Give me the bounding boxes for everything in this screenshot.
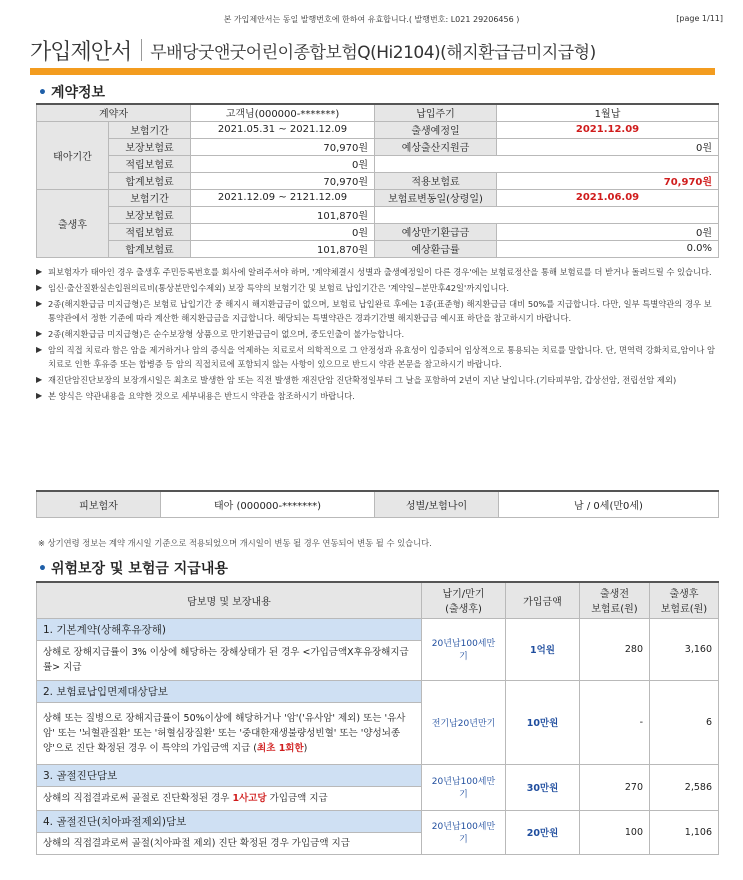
after-coverage-premium-value: 101,870원 <box>191 206 375 223</box>
after-total-premium-label: 합계보험료 <box>109 240 191 257</box>
refund-rate-value: 0.0% <box>497 240 719 257</box>
coverage-description: 상해로 장해지급률이 3% 이상에 해당하는 장해상태가 된 경우 <가입금액X후유장해지급률> 지급 <box>37 640 422 680</box>
header-amount: 가입금액 <box>506 582 580 618</box>
coverage-section-title: • 위험보장 및 보험금 지급내용 <box>38 561 228 577</box>
insured-value: 태아 (000000-*******) <box>161 491 375 517</box>
birth-support-label: 예상출산지원금 <box>375 138 497 155</box>
fetus-coverage-premium-value: 70,970원 <box>191 138 375 155</box>
note-item: ▶ 피보험자가 태아인 경우 출생후 주민등록번호를 회사에 알려주셔야 하며, '계약체결시 성별과 출생예정일이 다른 경우'에는 보험료정산을 통해 보험료를 더 받거나 돌려드릴 수 있습니다. <box>36 267 712 277</box>
coverage-amount: 1억원 <box>506 618 580 680</box>
insured-table <box>36 490 719 518</box>
coverage-title: 2. 보험료납입면제대상담보 <box>37 680 422 702</box>
fetus-saving-premium-label: 적립보험료 <box>109 155 191 172</box>
note-item: ▶ 2종(해지환급금 미지급형)은 보험료 납입기간 중 해지시 해지환급금이 없으며, 보험료 납입완료 후에는 1종(표준형) 해지환급금 대비 50%를 지급합니다. 다만, 일부 특별약관의 경우 보통약관에서 정한 기준에 따라 계산한 해지환급금을 지급합니다. 해당되는 특별약관은 경과기간별 해지환급금 예시표 하단을 참고하시기 바랍니다. <box>36 299 712 323</box>
coverage-after-premium: 6 <box>650 680 719 764</box>
triangle-bullet-icon: ▶ <box>36 267 43 276</box>
pay-cycle-label: 납입주기 <box>375 104 497 121</box>
note-item: ▶ 암의 직접 치료라 함은 암을 제거하거나 암의 증식을 억제하는 치료로서 의학적으로 그 안정성과 유효성이 입증되어 임상적으로 통용되는 치료를 말합니다. 단, 면역력 강화치료,암이나 암치료로 인한 후유증 또는 합병증 등 암의 직접치료에 포함되지 않는 사항이 있으므로 반드시 약관 본문을 참고하시기 바랍니다. <box>36 345 716 369</box>
title-divider <box>141 39 142 61</box>
coverage-description: 상해의 직접결과로써 골절(치아파절 제외) 진단 확정된 경우 가입금액 지급 <box>37 832 422 854</box>
header-after-birth: 출생후 보험료(원) <box>650 582 719 618</box>
contractor-value: 고객님(000000-*******) <box>191 104 375 121</box>
coverage-description: 상해의 직접결과로써 골절로 진단확정된 경우 1사고당 가입금액 지급 <box>37 786 422 810</box>
coverage-amount: 10만원 <box>506 680 580 764</box>
refund-rate-label: 예상환급률 <box>375 240 497 257</box>
maturity-refund-value: 0원 <box>497 223 719 240</box>
coverage-title: 4. 골절진단(치아파절제외)담보 <box>37 810 422 832</box>
document-title: 가입제안서 <box>30 39 132 65</box>
fetus-period-group-label: 태아기간 <box>37 121 109 189</box>
bullet-icon: • <box>38 85 47 101</box>
insured-label: 피보험자 <box>37 491 161 517</box>
note-item: ▶ 임신·출산질환실손입원의료비(통상분만입수제외) 보장 특약의 보험기간 및 보험료 납입기간은 '계약일~분만후42일'까지입니다. <box>36 283 510 293</box>
birth-support-value: 0원 <box>497 138 719 155</box>
triangle-bullet-icon: ▶ <box>36 375 43 384</box>
coverage-before-premium: 270 <box>580 764 650 810</box>
contract-info-table <box>36 103 719 258</box>
note-item: ▶ 재진단암진단보장의 보장개시일은 최초로 발생한 암 또는 직전 발생한 재진단암 진단확정일부터 그 날을 포함하여 2년이 지난 날입니다.(기타피부암, 갑상선암, 전립선암 제외) <box>36 375 677 385</box>
after-saving-premium-label: 적립보험료 <box>109 223 191 240</box>
triangle-bullet-icon: ▶ <box>36 345 43 354</box>
after-total-premium-value: 101,870원 <box>191 240 375 257</box>
note-item: ▶ 2종(해지환급금 미지급형)은 순수보장형 상품으로 만기환급금이 없으며, 중도인출이 불가능합니다. <box>36 329 405 339</box>
coverage-before-premium: 280 <box>580 618 650 680</box>
coverage-title: 3. 골절진단담보 <box>37 764 422 786</box>
contractor-label: 계약자 <box>37 104 191 121</box>
coverage-table <box>36 581 719 855</box>
applied-premium-value: 70,970원 <box>497 172 719 189</box>
coverage-description: 상해 또는 질병으로 장해지급률이 50%이상에 해당하거나 '암'('유사암' 제외) 또는 '유사암' 또는 '뇌혈관질환' 또는 '허혈심장질환' 또는 '중대한재생불량성빈혈' 또는 '양성뇌종양'으로 진단 확정된 경우 이 특약의 가입금액 지급 (최초 1회한) <box>37 702 422 764</box>
maturity-refund-label: 예상만기환급금 <box>375 223 497 240</box>
fetus-saving-premium-value: 0원 <box>191 155 375 172</box>
triangle-bullet-icon: ▶ <box>36 283 43 292</box>
due-date-value: 2021.12.09 <box>497 121 719 138</box>
coverage-period: 전기납20년만기 <box>422 680 506 764</box>
coverage-amount: 30만원 <box>506 764 580 810</box>
fetus-total-premium-label: 합계보험료 <box>109 172 191 189</box>
coverage-after-premium: 3,160 <box>650 618 719 680</box>
empty-cell <box>375 206 719 223</box>
fetus-period-value: 2021.05.31 ~ 2021.12.09 <box>191 121 375 138</box>
coverage-before-premium: 100 <box>580 810 650 854</box>
after-period-label: 보험기간 <box>109 189 191 206</box>
gender-age-label: 성별/보험나이 <box>375 491 499 517</box>
due-date-label: 출생예정일 <box>375 121 497 138</box>
triangle-bullet-icon: ▶ <box>36 391 43 400</box>
notes-list <box>36 265 716 405</box>
bullet-icon: • <box>38 561 47 577</box>
page-number: [page 1/11] <box>676 14 723 23</box>
coverage-after-premium: 2,586 <box>650 764 719 810</box>
coverage-period: 20년납100세만기 <box>422 810 506 854</box>
after-period-value: 2021.12.09 ~ 2121.12.09 <box>191 189 375 206</box>
age-footnote: ※ 상기연령 정보는 계약 개시일 기준으로 적용되었으며 개시일이 변동 될 경우 연동되어 변동 될 수 있습니다. <box>38 538 432 548</box>
applied-premium-label: 적용보험료 <box>375 172 497 189</box>
coverage-amount: 20만원 <box>506 810 580 854</box>
empty-cell <box>375 155 719 172</box>
after-birth-group-label: 출생후 <box>37 189 109 257</box>
product-name: 무배당굿앤굿어린이종합보험Q(Hi2104)(해지환급금미지급형) <box>150 42 596 63</box>
after-saving-premium-value: 0원 <box>191 223 375 240</box>
header-coverage-name: 담보명 및 보장내용 <box>37 582 422 618</box>
premium-change-date-value: 2021.06.09 <box>497 189 719 206</box>
header-before-birth: 출생전 보험료(원) <box>580 582 650 618</box>
validity-notice: 본 가입제안서는 동일 발행번호에 한하여 유효합니다.( 발행번호: L021 29206456 ) <box>223 15 520 24</box>
document-header <box>30 32 715 68</box>
after-coverage-premium-label: 보장보험료 <box>109 206 191 223</box>
gender-age-value: 남 / 0세(만0세) <box>499 491 719 517</box>
premium-change-date-label: 보험료변동일(상령일) <box>375 189 497 206</box>
fetus-total-premium-value: 70,970원 <box>191 172 375 189</box>
pay-cycle-value: 1월납 <box>497 104 719 121</box>
triangle-bullet-icon: ▶ <box>36 329 43 338</box>
note-item: ▶ 본 양식은 약관내용을 요약한 것으로 세부내용은 반드시 약관을 참조하시기 바랍니다. <box>36 391 355 401</box>
coverage-before-premium: - <box>580 680 650 764</box>
coverage-period: 20년납100세만기 <box>422 618 506 680</box>
header-accent-bar <box>30 68 715 75</box>
fetus-coverage-premium-label: 보장보험료 <box>109 138 191 155</box>
coverage-period: 20년납100세만기 <box>422 764 506 810</box>
contract-section-title: • 계약정보 <box>38 85 106 101</box>
fetus-period-label: 보험기간 <box>109 121 191 138</box>
coverage-title: 1. 기본계약(상해후유장해) <box>37 618 422 640</box>
header-period: 납기/만기 (출생후) <box>422 582 506 618</box>
coverage-after-premium: 1,106 <box>650 810 719 854</box>
triangle-bullet-icon: ▶ <box>36 299 43 308</box>
